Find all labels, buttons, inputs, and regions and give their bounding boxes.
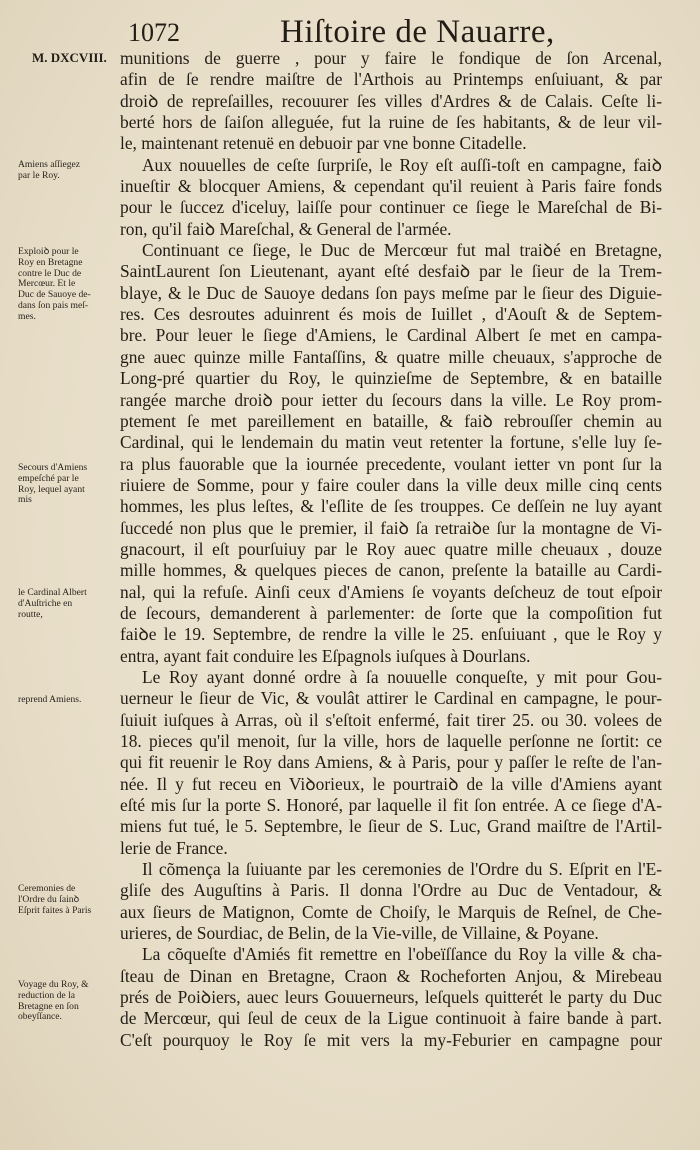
text-line: rangée marche droiꝺ pour ietter du ſecours dans la ville. Le Roy prom- <box>120 389 662 410</box>
text-line: qui fit reuenir le Roy dans Amiens, & à Paris, pour y paſſer le reſte de l'an- <box>120 752 662 773</box>
margin-note-amiens-besieged <box>18 160 116 182</box>
text-line: blaye, & le Duc de Sauoye dedans ſon pays meſme par le ſieur des Diguie- <box>120 282 662 303</box>
text-line: droiꝺ de repreſailles, recouurer ſes villes d'Ardres & de Calais. Ceſte li- <box>120 90 662 111</box>
margin-note-line: Secours d'Amiens <box>18 462 88 473</box>
margin-note-line: obeyſſance. <box>18 1011 62 1023</box>
text-line: entra, ayant fait conduire les Eſpagnols iuſques à Dourlans. <box>120 645 531 666</box>
text-line: afin de ſe rendre maiſtre de l'Arthois au Printemps enſuiuant, & par <box>120 69 662 90</box>
text-line: Aux nouuelles de ceſte ſurpriſe, le Roy eſt auſſi-toſt en campagne, faiꝺ <box>142 154 662 175</box>
margin-note-line: Voyage du Roy, & <box>18 979 89 990</box>
text-line: mille hommes, & quelques pieces de canon, preſente la bataille au Cardi- <box>120 560 662 581</box>
text-line: gne auec quinze mille Fantaſſins, & quatre mille cheuaux, s'approche de <box>120 346 662 367</box>
margin-note-line: contre le Duc de <box>18 267 82 279</box>
text-line: La cõqueſte d'Amiés fit remettre en l'obeïſſance du Roy la ville & cha- <box>142 944 662 965</box>
text-line: ptement ſe met pareillement en bataille, & faiꝺ rebrouſſer chemin au <box>120 410 662 431</box>
text-line: ſteau de Dinan en Bretagne, Craon & Rocheforten Anjou, & Mirebeau <box>120 965 662 986</box>
margin-note-line: Amiens aſſiegez <box>18 159 81 170</box>
text-line: riuiere de Somme, pour y faire couler dans la ville deux mille cinq cents <box>120 474 662 495</box>
text-line: née. Il y fut receu en Viꝺorieux, le pourtraiꝺ de la ville d'Amiens ayant <box>120 773 662 794</box>
text-line: prés de Poiꝺiers, auec leurs Gouuerneurs, leſquels quitterét le party du Duc <box>120 987 662 1008</box>
year-marker: M. DXCVIII. <box>32 50 107 65</box>
margin-note-line: Ceremonies de <box>18 883 76 894</box>
margin-note-retakes-amiens <box>18 695 116 706</box>
margin-note-line: Eſprit faites à Paris <box>18 904 92 916</box>
text-line: Long-pré quartier du Roy, le quinzieſme de Septembre, & en bataille <box>120 368 662 389</box>
body-text <box>120 48 662 1051</box>
text-line: eſté mis ſur la porte S. Honoré, par laquelle il fit ſon entrée. A ce ſiege d'A- <box>120 795 662 816</box>
margin-note-line: mis <box>18 494 32 506</box>
text-line: ra plus fauorable que la iournée precedente, voulant ietter vn pont ſur la <box>120 453 662 474</box>
text-line: ron, qu'il faiꝺ Mareſchal, & General de l'armée. <box>120 218 452 239</box>
margin-note-line: l'Ordre du ſainꝺ <box>18 893 80 905</box>
text-line: Il cõmença la ſuiuante par les ceremonies de l'Ordre du S. Eſprit en l'E- <box>142 859 662 880</box>
margin-note-line: par le Roy. <box>18 169 60 181</box>
margin-note-line: Duc de Sauoye de- <box>18 289 91 301</box>
margin-note-line: reduction de la <box>18 989 76 1001</box>
margin-note-brittany-exploit <box>18 247 116 323</box>
text-line: bre. Pour leuer le ſiege d'Amiens, le Cardinal Albert ſe met en campa- <box>120 325 662 346</box>
text-line: hommes, les plus leſtes, & l'eſlite de ſes trouppes. Ce deſſein ne luy ayant <box>120 496 662 517</box>
text-line: gnacourt, il eſt pourſuiuy par le Roy auec quatre mille cheuaux , douze <box>120 538 662 559</box>
text-line: aux ſieurs de Matignon, Comte de Choiſy, le Marquis de Reſnel, de Che- <box>120 901 662 922</box>
text-line: Cardinal, qui le lendemain du matin veut retenter la fortune, s'elle luy ſe- <box>120 432 662 453</box>
margin-note-line: d'Auſtriche en <box>18 597 73 609</box>
text-line: miens fut tué, le 5. Septembre, le ſieur de S. Luc, Grand maiſtre de l'Artil- <box>120 816 662 837</box>
margin-note-line: Exploiꝺ pour le <box>18 246 79 257</box>
text-line: faiꝺe le 19. Septembre, de rendre la ville le 25. enſuiuant , que le Roy y <box>120 624 662 645</box>
margin-note-kings-voyage <box>18 980 116 1023</box>
text-line: pour le ſuccez d'iceluy, laiſſe pour continuer ce ſiege le Mareſchal de Bi- <box>120 197 662 218</box>
text-line: ſuiuit iuſques à Arras, où il s'eſtoit enfermé, fait tirer 25. ou 30. volees de <box>120 709 662 730</box>
text-line: lerie de France. <box>120 837 228 858</box>
text-line: Le Roy ayant donné ordre à ſa nouuelle conqueſte, y mit pour Gou- <box>142 666 662 687</box>
margin-note-line: Roy en Bretagne <box>18 256 83 268</box>
margin-note-line: le Cardinal Albert <box>18 587 87 598</box>
text-line: de ſecours, demanderent à parlementer: de ſorte que la compoſition fut <box>120 602 662 623</box>
margin-note-line: mes. <box>18 310 36 322</box>
text-line: gliſe des Auguſtins à Paris. Il donna l'Ordre au Duc de Ventadour, & <box>120 880 662 901</box>
text-line: de Mercœur, qui ſeul de ceux de la Ligue continuoit à faire bande à part. <box>120 1008 662 1029</box>
text-line: urieres, de Sourdiac, de Belin, de la Vie-ville, de Villaine, & Poyane. <box>120 923 599 944</box>
text-line: nal, qui la refuſe. Ainſi ceux d'Amiens ſe voyants deſcheuz de tout eſpoir <box>120 581 662 602</box>
text-line: ſuccedé non plus que le premier, il faiꝺ ſa retraiꝺe ſur la montagne de Vi- <box>120 517 662 538</box>
margin-note-ceremonies <box>18 884 116 916</box>
margin-note-cardinal-routed <box>18 588 116 620</box>
text-line: berté hors de ſaiſon alleguée, fut la ruine de ſes habitants, & de leur vil- <box>120 112 662 133</box>
margin-note-line: routte, <box>18 608 43 620</box>
margin-note-line: Mercœur. Et le <box>18 278 76 290</box>
text-line: C'eſt pourquoy le Roy ſe mit vers la my-Feburier en campagne pour <box>120 1029 662 1050</box>
margin-note-line: reprend Amiens. <box>18 694 82 705</box>
text-line: res. Ces desroutes aduinrent és mois de Iuillet , d'Aouſt & de Septem- <box>120 304 662 325</box>
text-line: munitions de guerre , pour y faire le fondique de ſon Arcenal, <box>120 48 662 68</box>
text-line: 18. pieces qu'il menoit, ſur la ville, hors de laquelle perſonne ne ſortit: ce <box>120 731 662 751</box>
margin-note-line: Roy, lequel ayant <box>18 483 85 495</box>
text-line: uerneur le ſieur de Vic, & voulât attirer le Cardinal en campagne, le pour- <box>120 688 662 709</box>
page-number: 1072 <box>128 18 180 47</box>
margin-note-line: dans ſon pais meſ- <box>18 299 89 311</box>
margin-note-relief-prevented <box>18 463 116 506</box>
running-title: Hiſtoire de Nauarre, <box>280 14 555 50</box>
text-line: Continuant ce ſiege, le Duc de Mercœur fut mal traiꝺé en Bretagne, <box>142 240 662 261</box>
text-line: inueſtir & blocquer Amiens, & cependant qu'il reuient à Paris faire fonds <box>120 176 662 197</box>
text-line: SaintLaurent ſon Lieutenant, ayant eſté desfaiꝺ par le ſieur de la Trem- <box>120 261 662 282</box>
text-line: le, maintenant retenuë en debuoir par vne bonne Citadelle. <box>120 133 527 154</box>
margin-note-line: Bretagne en ſon <box>18 1000 79 1012</box>
margin-note-line: empeſché par le <box>18 472 79 484</box>
